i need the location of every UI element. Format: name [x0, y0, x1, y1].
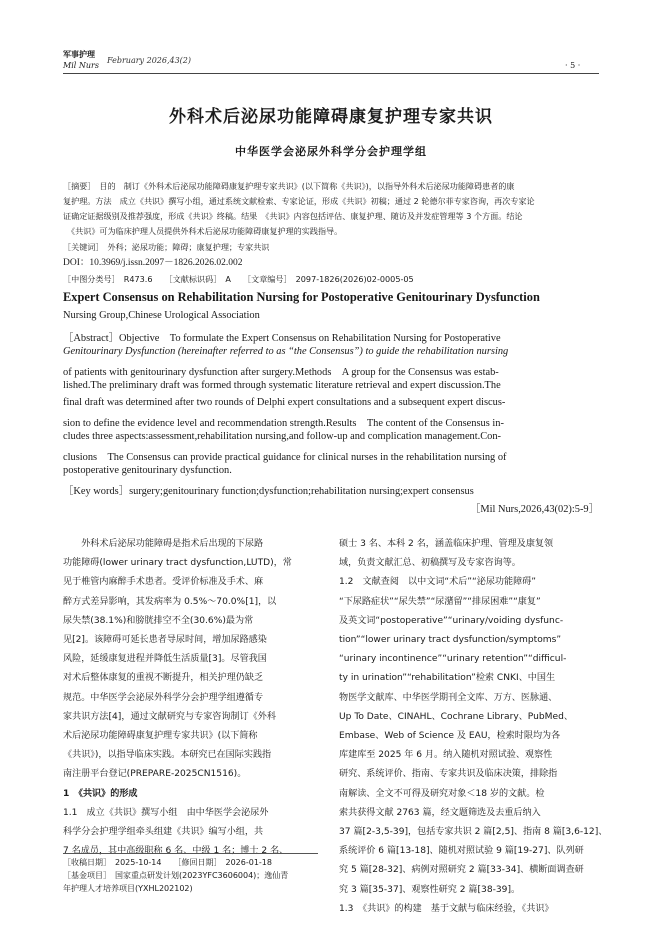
article-title: 外科术后泌尿功能障碍康复护理专家共识 [169, 107, 493, 127]
body-line: “下尿路症状”“尿失禁”“尿潴留”“排尿困难”“康复” [339, 596, 541, 607]
footnote-rule [63, 853, 318, 854]
body-line: “urinary incontinence”“urinary retention”“difficul- [339, 654, 567, 665]
abstract-en-line: final draft was determined after two rounds of Delphi expert consultations and a subsequent expert discus- [63, 397, 506, 408]
body-line: 系统评价 6 篇[13-18]、随机对照试验 9 篇[19-27]、队列研 [339, 846, 584, 857]
body-line: 域，负责文献汇总、初稿撰写及专家咨询等。 [339, 558, 521, 569]
body-line: 醉方式差异影响，其发病率为 0.5%～70.0%[1]，以 [63, 596, 277, 607]
body-line: Up To Date、CINAHL、Cochrane Library、PubMed、 [339, 711, 573, 722]
body-right-column [339, 535, 608, 919]
body-line: 1.3 《共识》的构建 基于文献与临床经验，《共识》 [339, 903, 554, 914]
body-line: 物医学文献库、中华医学期刊全文库、万方、医脉通、 [339, 692, 558, 703]
body-line: 见[2]。该障碍可延长患者导尿时间，增加尿路感染 [63, 635, 267, 646]
body-line: 1.2 文献查阅 以中文词“术后”“泌尿功能障碍” [339, 577, 536, 588]
body-line: 库建库至 2025 年 6 月。纳入随机对照试验、观察性 [339, 750, 553, 761]
section-heading: 1 《共识》的形成 [63, 788, 138, 799]
footnote-dates: ［收稿日期］ 2025-10-14 ［修回日期］ 2026-01-18 [63, 858, 272, 867]
body-line: ty in urination”“rehabilitation”检索 CNKI、中国生 [339, 673, 556, 684]
abstract-cn-line: ［摘要］ 目的 制订《外科术后泌尿功能障碍康复护理专家共识》(以下简称《共识》)，以指导外科术后泌尿功能障碍患者的康 [63, 181, 515, 191]
body-line: 风险，延缓康复进程并降低生活质量[3]。尽管我国 [63, 654, 267, 665]
journal-name-en: Mil Nurs [63, 61, 99, 70]
body-line: tion”“lower urinary tract dysfunction/symptoms” [339, 635, 562, 646]
body-line: 37 篇[2-3,5-39]，包括专家共识 2 篇[2,5]、指南 8 篇[3,6-12]、 [339, 827, 608, 838]
english-author: Nursing Group,Chinese Urological Association [63, 310, 260, 321]
footnote-funding: ［基金项目］ 国家重点研发计划(2023YFC3606004)；逸仙青 [63, 871, 289, 880]
keywords-en: ［Key words］surgery;genitourinary function;dysfunction;rehabilitation nursing;expert consensus [63, 486, 474, 497]
body-line: 功能障碍(lower urinary tract dysfunction,LUTD)，常 [63, 558, 292, 569]
classification-line: ［中图分类号］ R473.6 ［文献标识码］ A ［文章编号］ 2097-1826(2026)02-0005-05 [63, 274, 414, 284]
abstract-en-line: ［Abstract］Objective To formulate the Expert Consensus on Rehabilitation Nursing for Postoperative [63, 333, 501, 344]
page-number: · 5 · [565, 61, 581, 70]
body-line: 规范。中华医学会泌尿外科学分会护理学组遵循专 [63, 692, 264, 703]
english-title: Expert Consensus on Rehabilitation Nursing for Postoperative Genitourinary Dysfunction [63, 290, 540, 304]
article-author: 中华医学会泌尿外科学分会护理学组 [235, 145, 427, 158]
header-rule [63, 73, 599, 74]
body-line: 尿失禁(38.1%)和膀胱排空不全(30.6%)最为常 [63, 615, 254, 626]
abstract-en-line: Genitourinary Dysfunction (hereinafter referred to as “the Consensus”) to guide the rehabilitation nursing [63, 346, 509, 357]
body-line: 术后泌尿功能障碍康复护理专家共识》(以下简称 [63, 731, 258, 742]
journal-name-cn: 军事护理 [63, 50, 95, 59]
body-left-column [63, 535, 328, 861]
footnote-funding-cont: 年护理人才培养项目(YXHL202102) [63, 884, 193, 893]
body-line: 南注册平台登记(PREPARE-2025CN1516)。 [63, 769, 247, 780]
body-line: 家共识方法[4]，通过文献研究与专家咨询制订《外科 [63, 711, 276, 722]
body-line: 南解读、全文不可得及研究对象＜18 岁的文献。检 [339, 788, 545, 799]
abstract-en-line: clusions The Consensus can provide practical guidance for clinical nurses in the rehabilitation nursing of [63, 452, 507, 463]
body-line: 硕士 3 名、本科 2 名，涵盖临床护理、管理及康复领 [339, 539, 554, 549]
abstract-cn-line: 《共识》可为临床护理人员提供外科术后泌尿功能障碍康复护理的实践指导。 [63, 226, 343, 236]
citation: ［Mil Nurs,2026,43(02):5-9］ [469, 504, 599, 515]
abstract-en-line: cludes three aspects:assessment,rehabilitation nursing,and follow-up and complication management.Con- [63, 431, 502, 442]
body-line: 1.1 成立《共识》撰写小组 由中华医学会泌尿外 [63, 807, 269, 818]
abstract-en-line: postoperative genitourinary dysfunction. [63, 465, 232, 476]
body-line: Embase、Web of Science 及 EAU，检索时限均为各 [339, 731, 561, 742]
body-line: 外科术后泌尿功能障碍是指术后出现的下尿路 [63, 539, 264, 549]
body-line: 科学分会护理学组牵头组建《共识》编写小组，共 [63, 827, 264, 838]
body-line: 7 名成员，其中高级职称 6 名、中级 1 名；博士 2 名、 [63, 846, 289, 857]
abstract-en-line: of patients with genitourinary dysfunction after surgery.Methods A group for the Consensus was estab- [63, 367, 499, 378]
abstract-cn-line: 复护理。方法 成立《共识》撰写小组，通过系统文献检索、专家论证，形成《共识》初稿；通过 2 轮德尔菲专家咨询，再次专家论 [63, 196, 535, 206]
issue-info: February 2026,43(2) [107, 56, 192, 65]
keywords-cn: ［关键词］ 外科；泌尿功能；障碍；康复护理；专家共识 [63, 242, 270, 252]
body-line: 《共识》)，以指导临床实践。本研究已在国际实践指 [63, 750, 272, 761]
doi: DOI：10.3969/j.issn.2097－1826.2026.02.002 [63, 258, 243, 268]
body-line: 对术后整体康复的重视不断提升，相关护理仍缺乏 [63, 673, 264, 684]
body-line: 索共获得文献 2763 篇，经文题筛选及去重后纳入 [339, 807, 541, 818]
abstract-en-line: sion to define the evidence level and recommendation strength.Results The content of the Consensus in- [63, 418, 504, 429]
body-line: 及英文词“postoperative”“urinary/voiding dysfunc- [339, 615, 564, 626]
abstract-en-line: lished.The preliminary draft was formed through systematic literature retrieval and expert discussion.The [63, 380, 501, 391]
abstract-cn-line: 证确定证据级别及推荐强度，形成《共识》终稿。结果 《共识》内容包括评估、康复护理、随访及并发症管理等 3 个方面。结论 [63, 211, 523, 221]
body-line: 究 3 篇[35-37]、观察性研究 2 篇[38-39]。 [339, 884, 521, 895]
body-line: 究 5 篇[28-32]、病例对照研究 2 篇[33-34]、横断面调查研 [339, 865, 584, 876]
body-line: 研究、系统评价、指南、专家共识及临床决策，排除指 [339, 769, 558, 780]
body-line: 见于椎管内麻醉手术患者。受评价标准及手术、麻 [63, 577, 264, 588]
